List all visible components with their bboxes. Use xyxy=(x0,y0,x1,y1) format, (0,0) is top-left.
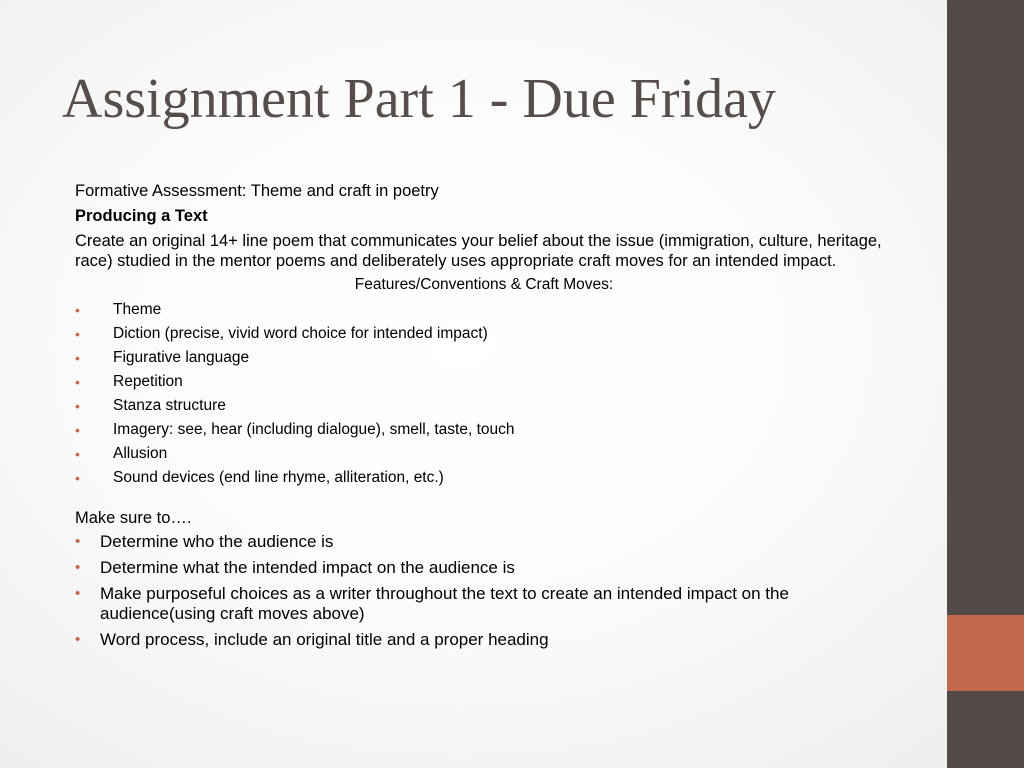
subheading: Producing a Text xyxy=(75,207,208,225)
feature-label: Sound devices (end line rhyme, alliteration, etc.) xyxy=(113,469,444,486)
bullet-icon: • xyxy=(75,398,80,414)
list-item xyxy=(75,394,905,418)
decorative-accent-block xyxy=(947,615,1024,691)
make-sure-list xyxy=(75,532,905,650)
bullet-icon: • xyxy=(75,470,80,486)
bullet-icon: • xyxy=(75,350,80,366)
feature-label: Diction (precise, vivid word choice for intended impact) xyxy=(113,325,488,342)
list-item xyxy=(75,630,900,650)
bullet-icon: • xyxy=(75,631,81,648)
features-list xyxy=(75,298,905,490)
feature-label: Repetition xyxy=(113,373,183,390)
bullet-icon: • xyxy=(75,326,80,342)
list-item xyxy=(75,418,905,442)
list-item xyxy=(75,532,900,552)
make-sure-label: Determine what the intended impact on the audience is xyxy=(100,558,515,577)
features-heading: Features/Conventions & Craft Moves: xyxy=(354,276,614,293)
assignment-description: Create an original 14+ line poem that communicates your belief about the issue (immigration, culture, heritage, race) studied in the mentor poems and deliberately uses appropriate craft moves for an intended impact. xyxy=(75,232,882,270)
bullet-icon: • xyxy=(75,374,80,390)
make-sure-label: Word process, include an original title and a proper heading xyxy=(100,630,549,649)
list-item xyxy=(75,442,905,466)
list-item xyxy=(75,370,905,394)
list-item xyxy=(75,466,905,490)
bullet-icon: • xyxy=(75,446,80,462)
list-item xyxy=(75,558,900,578)
list-item xyxy=(75,584,900,624)
feature-label: Allusion xyxy=(113,445,168,462)
feature-label: Imagery: see, hear (including dialogue), smell, taste, touch xyxy=(113,421,515,438)
slide-title: Assignment Part 1 - Due Friday xyxy=(62,68,776,130)
make-sure-heading: Make sure to…. xyxy=(75,509,192,527)
list-item xyxy=(75,298,905,322)
bullet-icon: • xyxy=(75,585,81,602)
slide-body xyxy=(75,181,905,656)
list-item xyxy=(75,346,905,370)
bullet-icon: • xyxy=(75,422,80,438)
assessment-line: Formative Assessment: Theme and craft in poetry xyxy=(75,182,439,200)
bullet-icon: • xyxy=(75,559,81,576)
make-sure-label: Make purposeful choices as a writer throughout the text to create an intended impact on the audience(using craft moves above) xyxy=(100,584,789,623)
bullet-icon: • xyxy=(75,533,81,550)
feature-label: Figurative language xyxy=(113,349,250,366)
bullet-icon: • xyxy=(75,302,80,318)
make-sure-label: Determine who the audience is xyxy=(100,532,334,551)
feature-label: Stanza structure xyxy=(113,397,226,414)
list-item xyxy=(75,322,905,346)
feature-label: Theme xyxy=(113,301,162,318)
